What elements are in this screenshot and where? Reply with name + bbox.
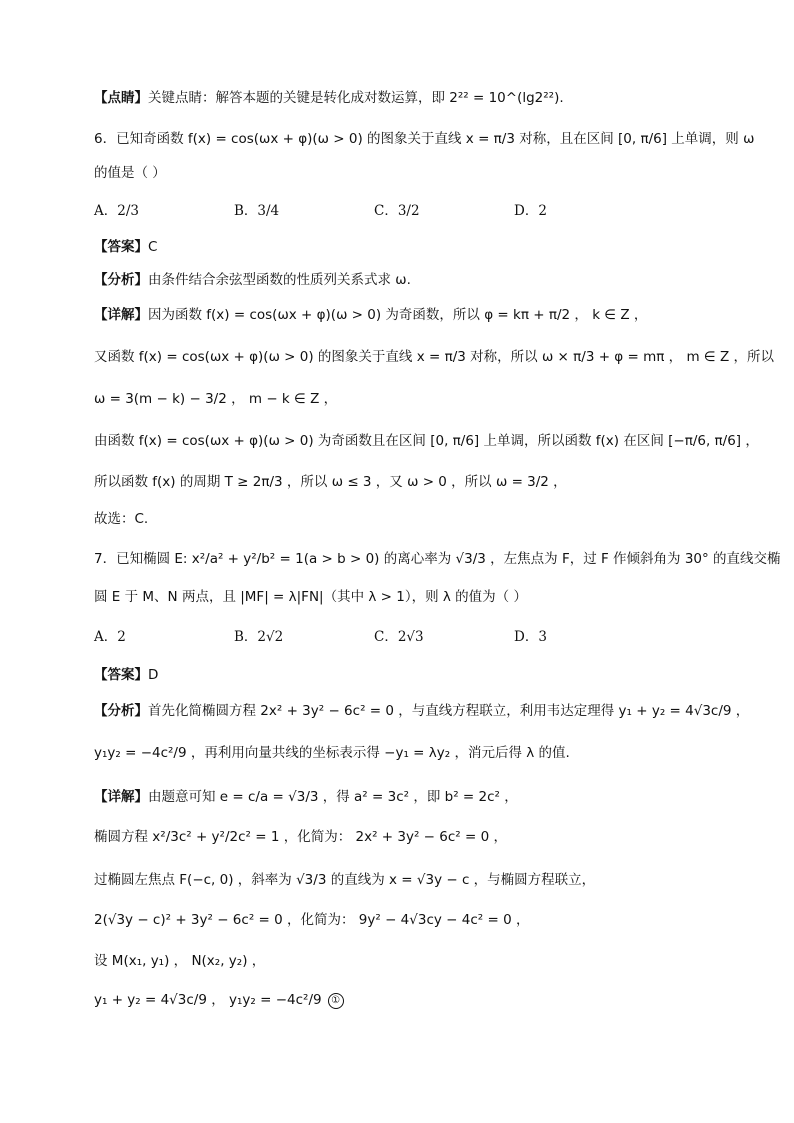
q7-detail-text-6: y₁ + y₂ = 4√3c/9 ， y₁y₂ = −4c²/9 <box>94 992 322 1008</box>
q6-detail-text-1: 因为函数 f(x) = cos(ωx + φ)(ω > 0) 为奇函数，所以 φ = kπ + π/2 ， k ∈ Z ， <box>148 307 648 323</box>
q7-detail-line-2 <box>94 827 704 847</box>
q7-options <box>94 627 704 647</box>
q7-analysis-line-2 <box>94 743 704 763</box>
q6-option-a: A．2/3 <box>94 203 139 219</box>
q6-analysis-text: 由条件结合余弦型函数的性质列关系式求 ω. <box>148 272 411 288</box>
q6-stem-line-2 <box>94 163 704 183</box>
q6-answer-tag: 【答案】 <box>94 239 148 255</box>
dianjing-text: 关键点睛：解答本题的关键是转化成对数运算，即 2²² = 10^(lg2²²). <box>148 90 564 106</box>
q7-detail-text-5: 设 M(x₁, y₁) ， N(x₂, y₂) ， <box>94 953 266 969</box>
q6-answer-line <box>94 237 704 257</box>
q6-conclusion-line <box>94 509 704 529</box>
q6-stem-text-1: 6．已知奇函数 f(x) = cos(ωx + φ)(ω > 0) 的图象关于直线 x = π/3 对称，且在区间 [0, π/6] 上单调，则 ω <box>94 131 755 147</box>
q7-answer-tag: 【答案】 <box>94 667 148 683</box>
q7-analysis-tag: 【分析】 <box>94 703 148 719</box>
q7-stem-text-1: 7．已知椭圆 E: x²/a² + y²/b² = 1(a > b > 0) 的离心率为 √3/3 ，左焦点为 F，过 F 作倾斜角为 30° 的直线交椭 <box>94 551 781 567</box>
q6-option-b: B．3/4 <box>234 203 280 219</box>
q7-answer-line <box>94 665 704 685</box>
dianjing-tag: 【点睛】 <box>94 90 148 106</box>
q6-detail-line-2 <box>94 347 774 367</box>
q6-conclusion-text: 故选：C. <box>94 511 149 527</box>
q7-detail-line-1 <box>94 787 704 807</box>
q6-detail-text-3: ω = 3(m − k) − 3/2 ， m − k ∈ Z ， <box>94 391 338 407</box>
q6-options <box>94 201 704 221</box>
q7-detail-line-3 <box>94 870 704 890</box>
q7-analysis-text-1: 首先化简椭圆方程 2x² + 3y² − 6c² = 0 ，与直线方程联立，利用韦达定理得 y₁ + y₂ = 4√3c/9 ， <box>148 703 750 719</box>
dianjing-line <box>94 88 704 108</box>
q7-option-c: C．2√3 <box>374 629 424 645</box>
q6-detail-text-5: 所以函数 f(x) 的周期 T ≥ 2π/3 ，所以 ω ≤ 3 ，又 ω > 0 ，所以 ω = 3/2 ， <box>94 474 567 490</box>
q7-stem-line-1 <box>94 549 781 569</box>
q7-stem-line-2 <box>94 587 704 607</box>
q7-detail-tag: 【详解】 <box>94 789 148 805</box>
q7-detail-text-1: 由题意可知 e = c/a = √3/3 ，得 a² = 3c² ，即 b² = 2c² ， <box>148 789 518 805</box>
q6-detail-line-5 <box>94 472 704 492</box>
q7-answer-text: D <box>148 667 159 683</box>
q6-detail-tag: 【详解】 <box>94 307 148 323</box>
q6-option-c: C．3/2 <box>374 203 420 219</box>
q7-detail-text-4: 2(√3y − c)² + 3y² − 6c² = 0 ，化简为： 9y² − 4√3cy − 4c² = 0 ， <box>94 912 530 928</box>
q7-detail-text-2: 椭圆方程 x²/3c² + y²/2c² = 1 ，化简为： 2x² + 3y² − 6c² = 0 ， <box>94 829 507 845</box>
q7-detail-line-5 <box>94 951 704 971</box>
q7-analysis-line-1 <box>94 701 750 721</box>
q7-stem-text-2: 圆 E 于 M、N 两点，且 |MF| = λ|FN|（其中 λ > 1），则 λ 的值为（ ） <box>94 589 527 605</box>
q7-option-d: D．3 <box>514 629 547 645</box>
q7-analysis-text-2: y₁y₂ = −4c²/9 ，再利用向量共线的坐标表示得 −y₁ = λy₂ ，消元后得 λ 的值. <box>94 745 570 761</box>
q6-detail-line-3 <box>94 389 704 409</box>
q6-detail-text-2: 又函数 f(x) = cos(ωx + φ)(ω > 0) 的图象关于直线 x = π/3 对称，所以 ω × π/3 + φ = mπ ， m ∈ Z ，所以 <box>94 349 774 365</box>
q6-detail-line-4 <box>94 431 759 451</box>
q7-detail-text-3: 过椭圆左焦点 F(−c, 0) ，斜率为 √3/3 的直线为 x = √3y − c ，与椭圆方程联立， <box>94 872 596 888</box>
q6-answer-text: C <box>148 239 158 255</box>
q6-stem-text-2: 的值是（ ） <box>94 165 166 181</box>
q6-option-d: D．2 <box>514 203 547 219</box>
q7-detail-line-6 <box>94 990 704 1010</box>
q7-detail-line-4 <box>94 910 704 930</box>
q6-detail-text-4: 由函数 f(x) = cos(ωx + φ)(ω > 0) 为奇函数且在区间 [0, π/6] 上单调，所以函数 f(x) 在区间 [−π/6, π/6] ， <box>94 433 759 449</box>
q7-option-b: B．2√2 <box>234 629 284 645</box>
q7-option-a: A．2 <box>94 629 126 645</box>
q6-stem-line-1 <box>94 129 755 149</box>
q6-detail-line-1 <box>94 305 704 325</box>
q6-analysis-line <box>94 270 704 290</box>
q6-analysis-tag: 【分析】 <box>94 272 148 288</box>
equation-mark-1: ① <box>328 993 344 1009</box>
